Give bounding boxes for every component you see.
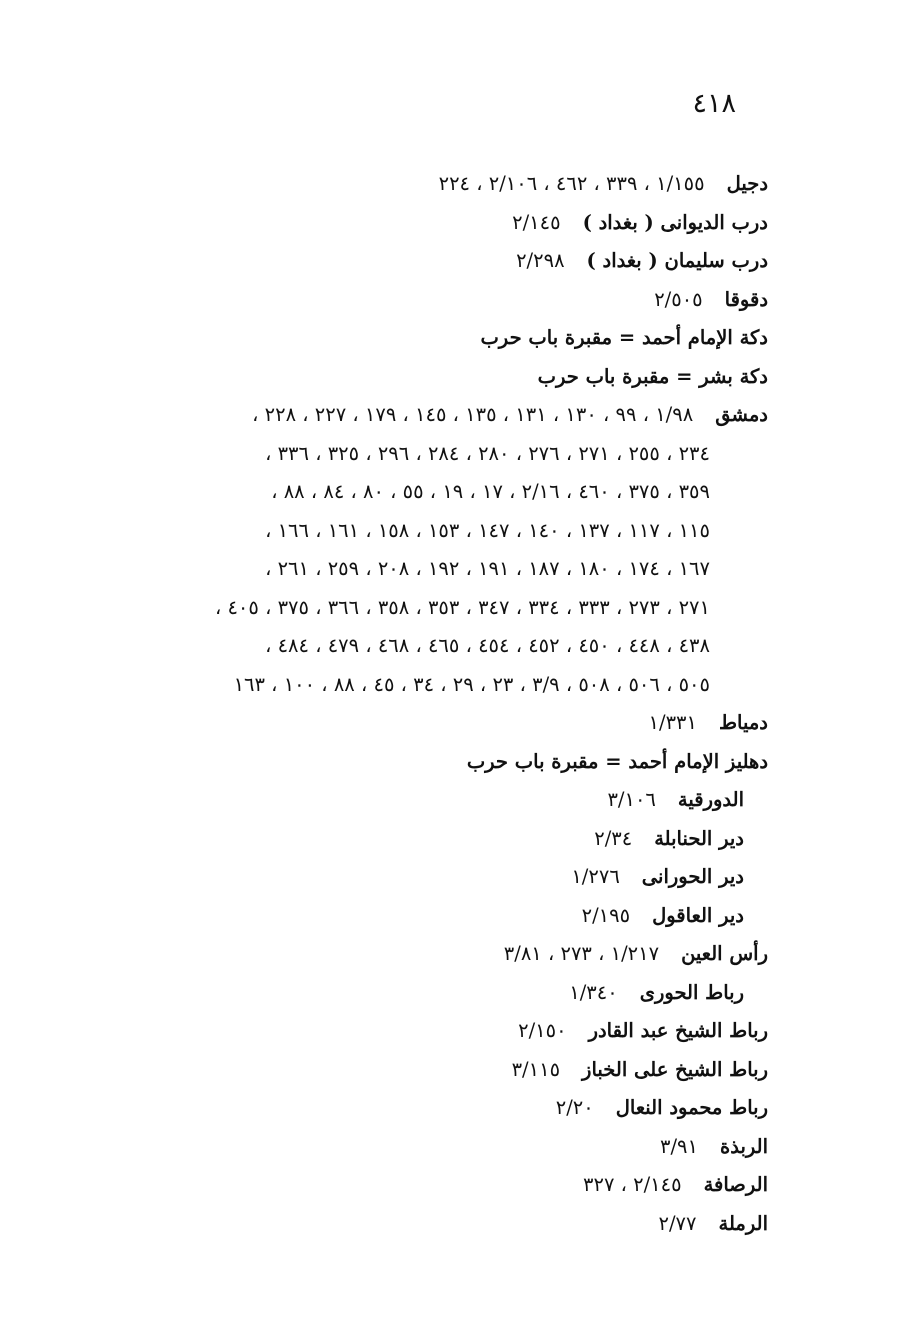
refs-continuation: ٥٠٥ ، ٥٠٦ ، ٥٠٨ ، ٣/٩ ، ٢٣ ، ٢٩ ، ٣٤ ، ٤٥ ، ٨٨ ، ١٠٠ ، ١٦٣	[233, 672, 710, 696]
index-entry	[108, 204, 768, 243]
index-entry	[108, 319, 768, 358]
index-entry	[108, 858, 768, 897]
entry-refs: ٢/١٤٥	[512, 210, 561, 234]
entry-refs: ١/٩٨ ، ٩٩ ، ١٣٠ ، ١٣١ ، ١٣٥ ، ١٤٥ ، ١٧٩ ، ٢٢٧ ، ٢٢٨ ،	[252, 403, 694, 426]
entry-refs: ٢/٥٠٥	[654, 287, 703, 311]
entry-term: دير الحورانى	[641, 865, 744, 888]
entry-term: الرصافة	[703, 1173, 768, 1196]
entry-term: دهليز الإمام أحمد = مقبرة باب حرب	[466, 749, 768, 773]
index-entry	[108, 358, 768, 397]
refs-continuation: ٢٣٤ ، ٢٥٥ ، ٢٧١ ، ٢٧٦ ، ٢٨٠ ، ٢٨٤ ، ٢٩٦ ، ٣٢٥ ، ٣٣٦ ،	[265, 441, 710, 465]
index-entry	[108, 1012, 768, 1051]
entry-term: الرملة	[718, 1211, 768, 1235]
refs-continuation: ٣٥٩ ، ٣٧٥ ، ٤٦٠ ، ٢/١٦ ، ١٧ ، ١٩ ، ٥٥ ، ٨٠ ، ٨٤ ، ٨٨ ،	[271, 480, 710, 503]
page-number: ٤١٨	[692, 88, 736, 119]
index-entry	[108, 1128, 768, 1167]
entry-term: رأس العين	[681, 942, 768, 965]
entry-term: دير العاقول	[652, 903, 744, 927]
entry-term: دقوقا	[724, 287, 768, 311]
entry-refs: ٢/١٤٥ ، ٣٢٧	[583, 1173, 682, 1196]
entry-term: رباط الحورى	[639, 980, 744, 1004]
entry-refs: ١/٢٧٦	[571, 865, 620, 888]
index-entry	[108, 1089, 768, 1128]
entry-refs: ١/٣٣١	[648, 711, 697, 734]
entry-term: دكة بشر = مقبرة باب حرب	[537, 364, 768, 388]
entry-term: رباط الشيخ عبد القادر	[588, 1019, 768, 1042]
index-entry	[108, 974, 768, 1013]
entry-refs: ٢/١٥٠	[518, 1019, 567, 1042]
index-entry	[108, 820, 768, 859]
entry-term: الربذة	[720, 1134, 768, 1158]
entry-term: دير الحنابلة	[654, 826, 744, 850]
entry-term: الدورقية	[677, 788, 744, 811]
index-entry	[108, 1205, 768, 1244]
entry-term: دكة الإمام أحمد = مقبرة باب حرب	[480, 326, 768, 349]
index-entry	[108, 743, 768, 782]
entry-term: درب سليمان ( بغداد )	[586, 249, 768, 272]
entry-refs: ٢/٢٩٨	[516, 249, 565, 272]
entry-refs: ٣/٩١	[660, 1134, 698, 1158]
refs-continuation: ١١٥ ، ١١٧ ، ١٣٧ ، ١٤٠ ، ١٤٧ ، ١٥٣ ، ١٥٨ ، ١٦١ ، ١٦٦ ،	[265, 518, 710, 542]
index-entry	[108, 704, 768, 743]
entry-refs: ٢/٣٤	[594, 826, 633, 850]
place-index	[108, 165, 768, 1243]
index-entry	[108, 935, 768, 974]
entry-refs: ٣/١١٥	[511, 1057, 561, 1081]
entry-refs: ٣/١٠٦	[607, 788, 656, 811]
index-entry	[108, 165, 768, 204]
index-entry	[108, 781, 768, 820]
entry-term: دمشق	[715, 403, 768, 426]
entry-refs: ١/٣٤٠	[569, 980, 618, 1004]
refs-continuation: ١٦٧ ، ١٧٤ ، ١٨٠ ، ١٨٧ ، ١٩١ ، ١٩٢ ، ٢٠٨ ، ٢٥٩ ، ٢٦١ ،	[265, 557, 710, 580]
index-entry	[108, 1166, 768, 1205]
index-entry	[108, 897, 768, 936]
index-entry	[108, 281, 768, 320]
index-entry	[108, 242, 768, 281]
refs-continuation: ٤٣٨ ، ٤٤٨ ، ٤٥٠ ، ٤٥٢ ، ٤٥٤ ، ٤٦٥ ، ٤٦٨ ، ٤٧٩ ، ٤٨٤ ،	[265, 634, 710, 657]
entry-term: رباط الشيخ على الخباز	[582, 1057, 768, 1081]
refs-continuation: ٢٧١ ، ٢٧٣ ، ٣٣٣ ، ٣٣٤ ، ٣٤٧ ، ٣٥٣ ، ٣٥٨ ، ٣٦٦ ، ٣٧٥ ، ٤٠٥ ،	[214, 595, 710, 619]
entry-refs: ٢/١٩٥	[581, 903, 631, 927]
entry-refs: ٢/٢٠	[555, 1096, 594, 1119]
entry-refs: ٢/٧٧	[658, 1211, 697, 1235]
entry-term: دجيل	[726, 172, 768, 195]
entry-refs: ١/١٥٥ ، ٣٣٩ ، ٤٦٢ ، ٢/١٠٦ ، ٢٢٤	[438, 172, 705, 195]
entry-term: دمياط	[719, 711, 768, 734]
entry-refs: ١/٢١٧ ، ٢٧٣ ، ٣/٨١	[503, 942, 660, 965]
entry-term: درب الديوانى ( بغداد )	[582, 210, 768, 234]
index-entry	[108, 1051, 768, 1090]
index-entry-dimashq	[108, 396, 768, 435]
entry-term: رباط محمود النعال	[615, 1096, 768, 1119]
